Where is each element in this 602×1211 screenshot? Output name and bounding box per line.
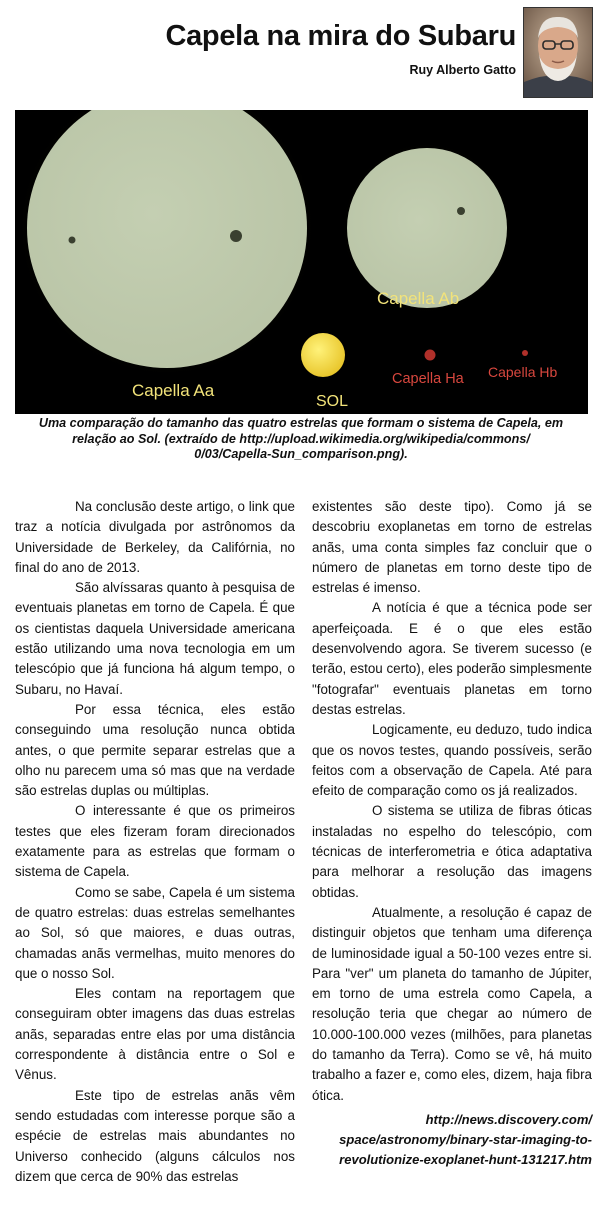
star-comparison-figure (15, 110, 588, 414)
figure-caption (20, 416, 582, 463)
label-capella-ha: Capella Ha (392, 371, 464, 387)
caption-line: Uma comparação do tamanho das quatro estrelas que formam o sistema de Capela, em (38, 416, 564, 430)
paragraph: O sistema se utiliza de fibras óticas instaladas no espelho do telescópio, com técnicas de interferometria e ótica adaptativa para melhorar a resolução das imagens obtidas. (312, 803, 592, 900)
source-link[interactable] (312, 1110, 592, 1170)
paragraph: São alvíssaras quanto à pesquisa de eventuais planetas em torno de Capela. É que os cientistas daquela Universidade americana estão utilizando uma nova tecnologia em um telescópio que já funciona há algum tempo, o Subaru, no Havaí. (15, 580, 295, 697)
paragraph: Como se sabe, Capela é um sistema de quatro estrelas: duas estrelas semelhantes ao Sol, só que maiores, e duas outras, chamadas anãs vermelhas, muito menores do que o nosso Sol. (15, 884, 295, 981)
label-capella-hb: Capella Hb (488, 364, 558, 380)
source-link-line[interactable]: revolutionize-exoplanet-hunt-131217.htm (339, 1151, 592, 1167)
caption-line: 0/03/Capella-Sun_comparison.png). (194, 447, 408, 461)
paragraph: Atualmente, a resolução é capaz de distinguir objetos que tenham uma diferença de luminosidade igual a 50-100 vezes entre si. Para "ver" um planeta do tamanho de Júpiter, em torno de uma estrela como Capela, a resolução teria que chegar ao número de 10.000-100.000 vezes (milhões, para planetas do tamanho da Terra). Como se vê, há muito trabalho a fazer e, como eles, dizem, haja fibra ótica. (312, 904, 592, 1103)
capella-hb-star (522, 350, 528, 356)
label-sol: SOL (316, 393, 349, 410)
label-capella-ab: Capella Ab (377, 289, 460, 308)
star-comparison-image (15, 110, 588, 414)
article-header (0, 0, 602, 104)
source-link-line[interactable]: http://news.discovery.com/ (425, 1111, 592, 1127)
paragraph: Este tipo de estrelas anãs vêm sendo estudadas com interesse porque são a espécie de estrelas mais abundantes no Universo conhecido (alguns cálculos nos dizem que cerca de 90% das estrelas (15, 1087, 295, 1184)
paragraph: Eles contam na reportagem que conseguiram obter imagens das duas estrelas anãs, separadas entre elas por uma distância correspondente à distância entre o Sol e Vênus. (15, 986, 295, 1083)
paragraph: Logicamente, eu deduzo, tudo indica que os novos testes, quando possíveis, serão feitos com a observação de Capela. Até para efeito de comparação como os já realizados. (312, 722, 592, 799)
paragraph: Na conclusão deste artigo, o link que traz a notícia divulgada por astrônomos da Universidade de Berkeley, da Califórnia, no final do ano de 2013. (15, 499, 295, 575)
author-photo (523, 7, 593, 98)
paragraph: Por essa técnica, eles estão conseguindo uma resolução nunca obtida antes, o que permite separar estrelas que a olho nu parecem uma só mas que na verdade são estrelas duplas ou múltiplas. (15, 701, 295, 799)
article-column-left (15, 497, 295, 1187)
label-capella-aa: Capella Aa (132, 381, 215, 400)
author-portrait-icon (524, 8, 592, 97)
capella-ab-star (347, 148, 507, 308)
article-title: Capela na mira do Subaru (165, 20, 516, 52)
author-name: Ruy Alberto Gatto (409, 63, 516, 77)
paragraph: A notícia é que a técnica pode ser aperfeiçoada. E é o que eles estão desenvolvendo agora. Se tiverem sucesso (e terão, estou certo), eles poderão simplesmente "fotografar" eventuais planetas em torno destas estrelas. (312, 600, 592, 717)
sun-star (301, 333, 345, 377)
caption-line: relação ao Sol. (extraído de http://upload.wikimedia.org/wikipedia/commons/ (72, 431, 530, 446)
paragraph: O interessante é que os primeiros testes que eles fizeram foram direcionados exatamente para as estrelas que formam o sistema de Capela. (15, 803, 295, 880)
paragraph-continuation: existentes são deste tipo). Como já se descobriu exoplanetas em torno de estrelas anãs, uma conta simples faz concluir que o número de planetas em torno deste tipo de estrelas é imenso. (312, 499, 592, 596)
capella-ha-star (425, 350, 436, 361)
article-column-right (312, 497, 592, 1170)
source-link-line[interactable]: space/astronomy/binary-star-imaging-to- (339, 1131, 592, 1147)
